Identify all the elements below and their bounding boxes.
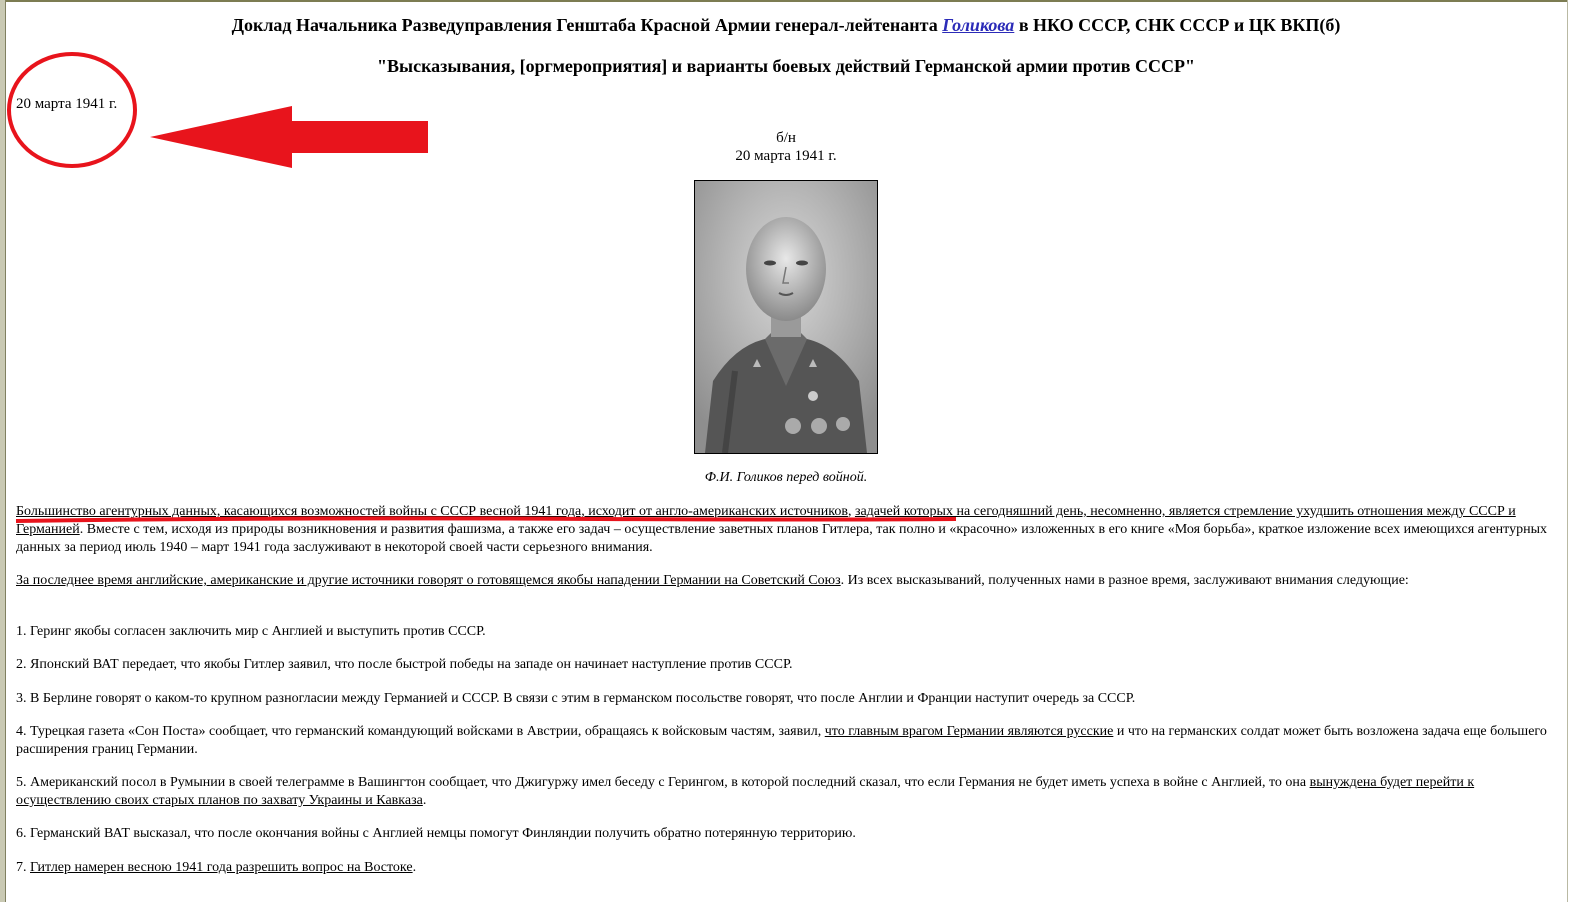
title-prefix: Доклад Начальника Разведуправления Генштаба Красной Армии генерал-лейтенанта (231, 15, 938, 35)
window-left-border-line (5, 0, 6, 902)
list-item-2: 2. Японский ВАТ передает, что якобы Гитлер заявил, что после быстрой победы на западе он начинает наступление против СССР. (16, 657, 793, 672)
item7-underlined: Гитлер намерен весною 1941 года разрешить вопрос на Востоке (30, 860, 413, 875)
document-title (16, 15, 1556, 36)
list-item-7 (16, 859, 1551, 877)
document-date: 20 марта 1941 г. (16, 96, 118, 112)
list-item-4 (16, 723, 1551, 759)
p1-text-2: . Вместе с тем, исходя из природы возникновения и развития фашизма, а также его задач – осуществление заветных планов Гитлера, так полно и «красочно» изложенных в его книге «Моя борьба», краткое изложение всех имеющихся агентурных данных за период июль 1940 – март 1941 года заслуживают в некоторой своей части серьезного внимания. (16, 522, 1547, 555)
item7-text: . (412, 860, 417, 875)
p1-text-1: , (847, 504, 855, 519)
p2-text: . Из всех высказываний, полученных нами в разное время, заслуживают внимания следующие: (840, 573, 1409, 588)
item5-underlined: вынуждена будет перейти к осуществлению своих старых планов по захвату Украины и Кавказа (16, 775, 1475, 808)
item4-text-1: 4. Турецкая газета «Сон Поста» сообщает, что германский командующий войсками в Австрии, обращаясь к войсковым частям, заявил, (16, 724, 825, 739)
item7-number: 7. (16, 860, 30, 875)
list-item-5 (16, 774, 1551, 810)
golikov-portrait-photo (694, 180, 878, 454)
document-meta (16, 129, 1556, 165)
document-number: б/н (776, 130, 796, 146)
p1-underlined-1: Большинство агентурных данных, касающихся возможностей войны с СССР весной 1941 года, исходит от англо-американских источников (16, 504, 848, 519)
item5-text-1: 5. Американский посол в Румынии в своей телеграмме в Вашингтон сообщает, что Джигуржу имел беседу с Герингом, в которой последний сказал, что если Германия не будет иметь успеха в войне с Англией, то она (16, 775, 1310, 790)
list-item-6: 6. Германский ВАТ высказал, что после окончания войны с Англией немцы помогут Финляндии получить обратно потерянную территорию. (16, 826, 856, 841)
golikov-link[interactable]: Голикова (942, 15, 1015, 35)
document-subtitle: "Высказывания, [оргмероприятия] и варианты боевых действий Германской армии против СССР" (377, 56, 1195, 76)
list-item-1: 1. Геринг якобы согласен заключить мир с Англией и выступить против СССР. (16, 624, 486, 639)
item4-text-2: и что на германских солдат может быть возложена задача еще большего расширения границ Германии. (16, 724, 1547, 757)
window-top-border (0, 0, 1595, 2)
item5-text-2: . (422, 793, 427, 808)
list-item-3: 3. В Берлине говорят о каком-то крупном разногласии между Германией и СССР. В связи с этим в германском посольстве говорят, что после Англии и Франции наступит очередь за СССР. (16, 691, 1136, 706)
portrait-illustration (695, 181, 877, 453)
title-suffix: в НКО СССР, СНК СССР и ЦК ВКП(б) (1018, 15, 1341, 35)
item4-underlined: что главным врагом Германии являются русские (824, 724, 1114, 739)
paragraph-2 (16, 572, 1551, 590)
p1-underlined-2: задачей которых на сегодняшний день, несомненно, является стремление ухудшить отношения между СССР и Германией (16, 504, 1516, 537)
p2-underlined: За последнее время английские, американские и другие источники говорят о готовящемся якобы нападении Германии на Советский Союз (16, 573, 841, 588)
document-meta-date: 20 марта 1941 г. (735, 148, 837, 164)
scrollbar-gutter[interactable] (1567, 0, 1595, 902)
portrait-caption: Ф.И. Голиков перед войной. (704, 470, 868, 485)
paragraph-1 (16, 503, 1551, 557)
